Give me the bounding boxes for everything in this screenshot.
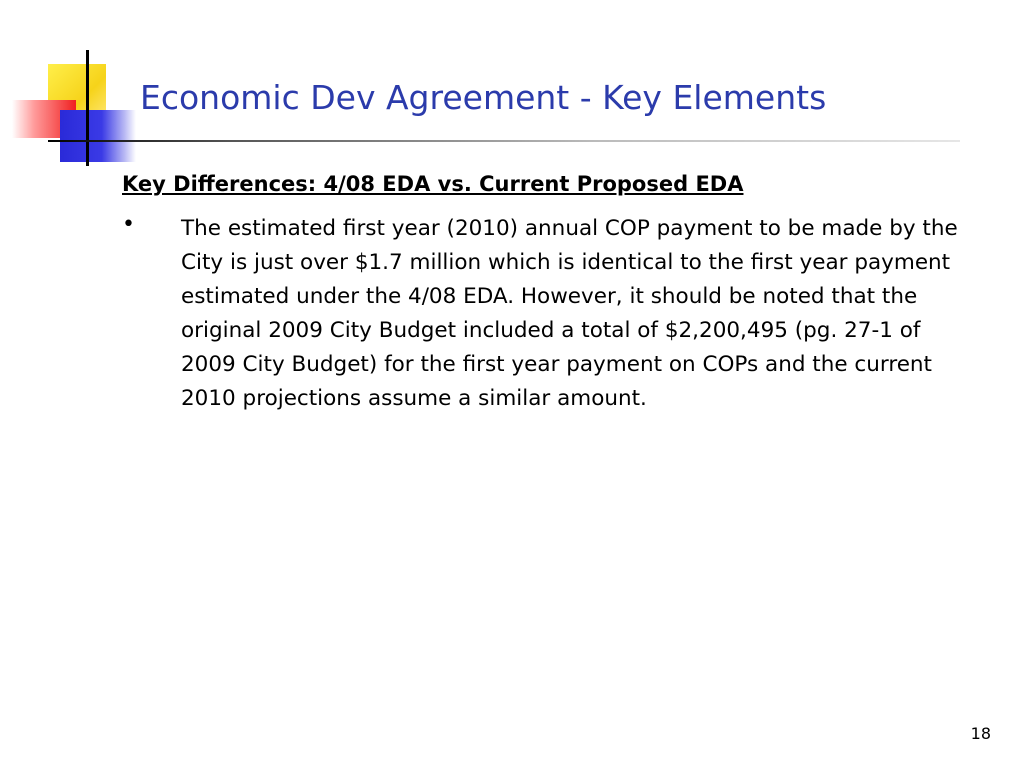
page-number: 18 bbox=[970, 724, 991, 743]
section-heading: Key Differences: 4/08 EDA vs. Current Proposed EDA bbox=[122, 172, 744, 196]
slide-title: Economic Dev Agreement - Key Elements bbox=[140, 78, 827, 117]
bullet-text: The estimated first year (2010) annual COP payment to be made by the City is just over $1.7 million which is identical to the first year payment estimated under the 4/08 EDA. However, it should be noted that the original 2009 City Budget included a total of $2,200,495 (pg. 27-1 of 2009 City Budget) for the first year payment on COPs and the current 2010 projections assume a similar amount. bbox=[181, 216, 958, 411]
title-underline-rule bbox=[48, 140, 960, 142]
vertical-rule bbox=[86, 50, 89, 166]
bullet-marker: • bbox=[122, 212, 135, 237]
slide-logo-decoration bbox=[0, 0, 150, 175]
blue-square-decoration bbox=[60, 110, 136, 162]
